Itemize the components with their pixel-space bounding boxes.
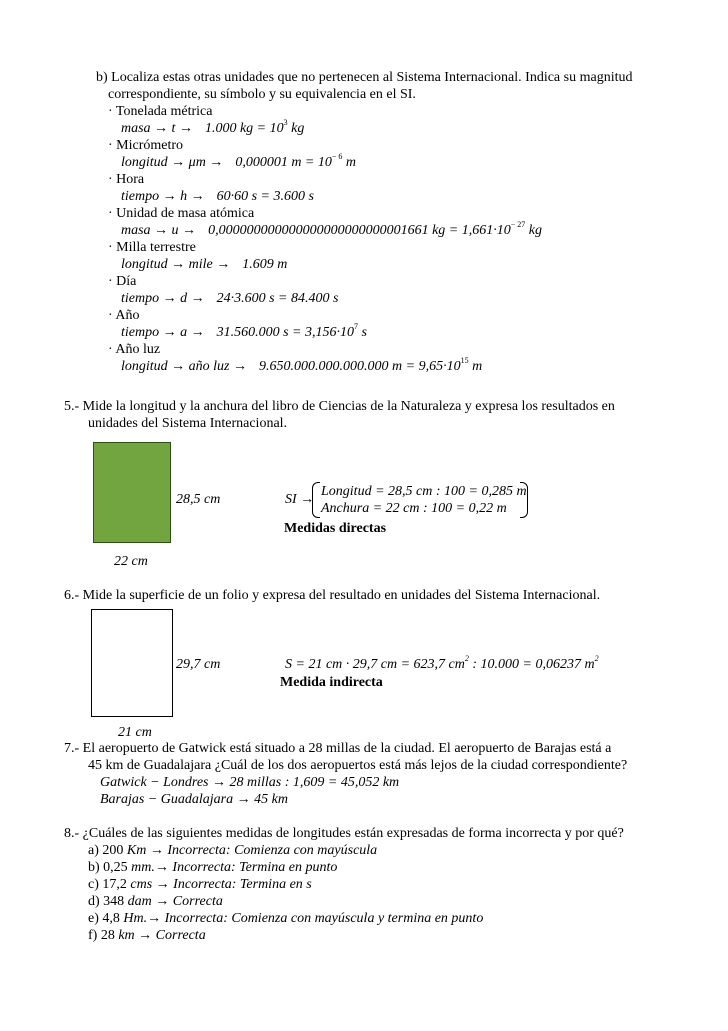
unit-exponent: 3 <box>283 118 288 127</box>
q8-answer-item: d) 348 dam → Correcta <box>88 894 223 909</box>
q8-answer-item: c) 17,2 cms → Incorrecta: Termina en s <box>88 877 312 892</box>
unit-exponent: − 27 <box>510 220 526 229</box>
q6-height-label: 29,7 cm <box>176 657 221 672</box>
unit-name: · Año luz <box>108 342 161 357</box>
unit-name: · Micrómetro <box>108 138 184 153</box>
unit-equivalence <box>121 256 287 273</box>
unit-equivalence <box>121 120 304 137</box>
unit-magnitude: masa → t → <box>121 121 193 136</box>
q7-text-line2: 45 km de Guadalajara ¿Cuál de los dos aeropuertos está más lejos de la ciudad correspondiente? <box>88 758 628 773</box>
unit-equivalence <box>121 188 314 205</box>
q6-width-label: 21 cm <box>118 725 152 740</box>
q5-text-line2: unidades del Sistema Internacional. <box>88 416 288 431</box>
q8-text-line1: 8.- ¿Cuáles de las siguientes medidas de longitudes están expresadas de forma incorrecta y por qué? <box>64 826 624 841</box>
unit-value: 9.650.000.000.000.000 m = 9,65·10 <box>259 359 461 374</box>
q5-si-prefix: SI → <box>285 492 315 507</box>
unit-name: · Hora <box>108 172 145 187</box>
unit-equivalence <box>121 324 367 341</box>
q5-height-label: 28,5 cm <box>176 492 221 507</box>
unit-value: 0,000001 m = 10 <box>235 155 332 170</box>
unit-equivalence <box>121 358 482 375</box>
q5-text-line1: 5.- Mide la longitud y la anchura del libro de Ciencias de la Naturaleza y expresa los resultados en <box>64 399 615 414</box>
book-rectangle <box>93 442 171 543</box>
q7-calc2: Barajas − Guadalajara → 45 km <box>100 792 288 807</box>
unit-value: 0,000000000000000000000000001661 kg = 1,661·10 <box>208 223 511 238</box>
unit-tail: kg <box>525 223 542 238</box>
q8-answer-item: e) 4,8 Hm.→ Incorrecta: Comienza con mayúscula y termina en punto <box>88 911 484 926</box>
unit-tail: m <box>342 155 357 170</box>
unit-magnitude: masa → u → <box>121 223 197 238</box>
unit-value: 60·60 s = 3.600 s <box>216 189 314 204</box>
unit-value: 31.560.000 s = 3,156·10 <box>216 325 355 340</box>
q6-text-line1: 6.- Mide la superficie de un folio y expresa del resultado en unidades del Sistema Internacional. <box>64 588 601 603</box>
unit-magnitude: tiempo → d → <box>121 291 205 306</box>
q6-formula: S = 21 cm · 29,7 cm = 623,7 $cm^2$ : 10.000 = 0,06237 $m^2$ <box>285 654 599 672</box>
q8-answer-item: a) 200 Km → Incorrecta: Comienza con mayúscula <box>88 843 378 858</box>
unit-equivalence <box>121 154 356 171</box>
unit-magnitude: longitud → μm → <box>121 155 224 170</box>
q5-longitud: Longitud = 28,5 cm : 100 = 0,285 m <box>321 484 527 499</box>
q5-width-label: 22 cm <box>114 554 148 569</box>
unit-value: 1.609 m <box>242 257 288 272</box>
unit-exponent: 15 <box>460 356 469 365</box>
unit-name: · Día <box>108 274 137 289</box>
unit-equivalence <box>121 290 338 307</box>
unit-exponent: 7 <box>354 322 359 331</box>
section-b-intro-line1: b) Localiza estas otras unidades que no pertenecen al Sistema Internacional. Indica su magnitud <box>96 70 633 85</box>
unit-magnitude: longitud → mile → <box>121 257 231 272</box>
q8-answer-item: b) 0,25 mm.→ Incorrecta: Termina en punto <box>88 860 338 875</box>
unit-equivalence <box>121 222 542 239</box>
unit-value: 24·3.600 s = 84.400 s <box>216 291 339 306</box>
left-paren <box>312 482 320 518</box>
unit-name: · Milla terrestre <box>108 240 196 255</box>
right-paren <box>520 482 528 518</box>
q8-answer-item: f) 28 km → Correcta <box>88 928 206 943</box>
unit-value: 1.000 kg = 10 <box>204 121 284 136</box>
q5-anchura: Anchura = 22 cm : 100 = 0,22 m <box>321 501 507 516</box>
folio-rectangle <box>91 609 173 717</box>
q7-calc1: Gatwick − Londres → 28 millas : 1,609 = 45,052 km <box>100 775 400 790</box>
unit-magnitude: tiempo → h → <box>121 189 205 204</box>
unit-name: · Año <box>108 308 140 323</box>
unit-tail: kg <box>287 121 305 136</box>
section-b-intro-line2: correspondiente, su símbolo y su equivalencia en el SI. <box>108 87 416 102</box>
q7-text-line1: 7.- El aeropuerto de Gatwick está situado a 28 millas de la ciudad. El aeropuerto de Barajas está a <box>64 741 612 756</box>
unit-exponent: − 6 <box>331 152 343 161</box>
unit-tail: m <box>468 359 483 374</box>
unit-name: · Unidad de masa atómica <box>108 206 255 221</box>
unit-tail: s <box>358 325 367 340</box>
unit-name: · Tonelada métrica <box>108 104 213 119</box>
q5-caption: Medidas directas <box>284 521 387 536</box>
unit-magnitude: longitud → año luz → <box>121 359 248 374</box>
unit-magnitude: tiempo → a → <box>121 325 205 340</box>
q6-caption: Medida indirecta <box>280 675 383 690</box>
